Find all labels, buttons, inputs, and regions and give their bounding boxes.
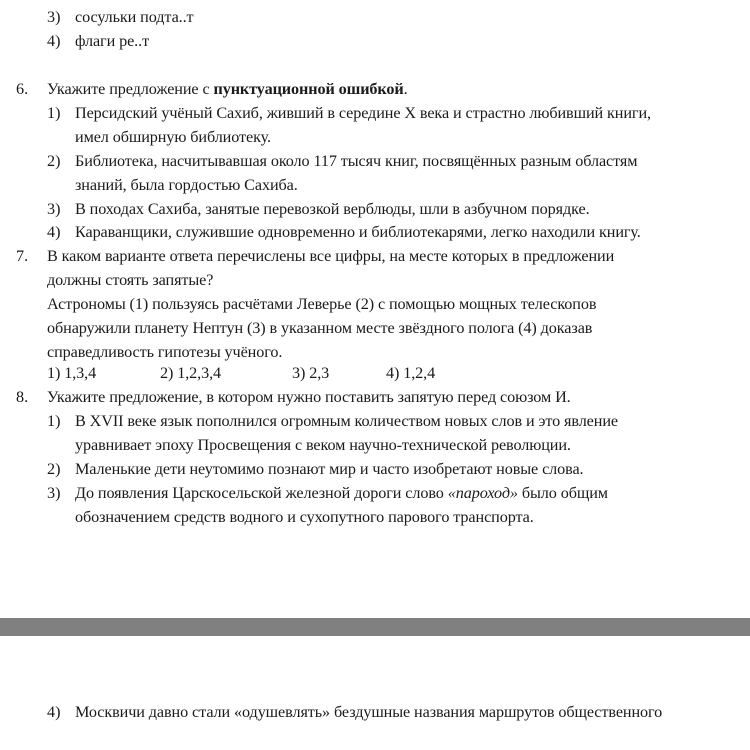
answer-choice: 3) 2,3 [292, 364, 330, 382]
option-text: флаги ре..т [75, 32, 150, 50]
question-number: 8. [16, 388, 29, 406]
option-text: знаний, была гордостью Сахиба. [75, 176, 298, 194]
option-number: 2) [47, 152, 61, 170]
task-sentence: Астрономы (1) пользуясь расчётами Леверье (2) с помощью мощных телескопов [47, 295, 597, 313]
question-number: 7. [16, 247, 29, 265]
option-text: В XVII веке язык пополнился огромным количеством новых слов и это явление [75, 412, 618, 430]
next-page [0, 636, 750, 750]
question-prompt: Укажите предложение, в котором нужно поставить запятую перед союзом И. [47, 388, 571, 406]
answer-choice: 4) 1,2,4 [386, 364, 436, 382]
option-number: 4) [47, 223, 61, 241]
page-divider [0, 618, 750, 636]
question-prompt: Укажите предложение с пунктуационной ошибкой. [47, 80, 408, 98]
option-text: обозначением средств водного и сухопутного парового транспорта. [75, 508, 534, 526]
option-number: 3) [47, 200, 61, 218]
option-text: сосульки подта..т [75, 8, 194, 26]
answer-choice: 1) 1,3,4 [47, 364, 97, 382]
option-text: уравнивает эпоху Просвещения с веком научно-технической революции. [75, 436, 571, 454]
option-number: 3) [47, 8, 61, 26]
task-sentence: обнаружили планету Нептун (3) в указанном месте звёздного полога (4) доказав [47, 319, 593, 337]
option-number: 1) [47, 412, 61, 430]
option-text: В походах Сахиба, занятые перевозкой верблюды, шли в азбучном порядке. [75, 200, 590, 218]
question-prompt: В каком варианте ответа перечислены все цифры, на месте которых в предложении [47, 247, 615, 265]
option-text: Персидский учёный Сахиб, живший в середине X века и страстно любивший книги, [75, 104, 651, 122]
question-number: 6. [16, 80, 29, 98]
option-text: Караванщики, служившие одновременно и библиотекарями, легко находили книгу. [75, 223, 641, 241]
quoted-word: «пароход» [447, 484, 518, 502]
prompt-emphasis: пунктуационной ошибкой [213, 80, 404, 98]
option-text: Москвичи давно стали «одушевлять» бездушные названия маршрутов общественного [75, 703, 663, 721]
option-number: 4) [47, 703, 61, 721]
option-text: До появления Царскосельской железной дороги слово «пароход» было общим [75, 484, 608, 502]
answer-choice: 2) 1,2,3,4 [160, 364, 222, 382]
option-number: 4) [47, 32, 61, 50]
option-text: Библиотека, насчитывавшая около 117 тысяч книг, посвящённых разным областям [75, 152, 638, 170]
question-prompt: должны стоять запятые? [47, 271, 214, 289]
option-text: имел обширную библиотеку. [75, 128, 271, 146]
option-text: Маленькие дети неутомимо познают мир и часто изобретают новые слова. [75, 460, 584, 478]
option-number: 2) [47, 460, 61, 478]
task-sentence: справедливость гипотезы учёного. [47, 343, 283, 361]
option-number: 1) [47, 104, 61, 122]
option-number: 3) [47, 484, 61, 502]
